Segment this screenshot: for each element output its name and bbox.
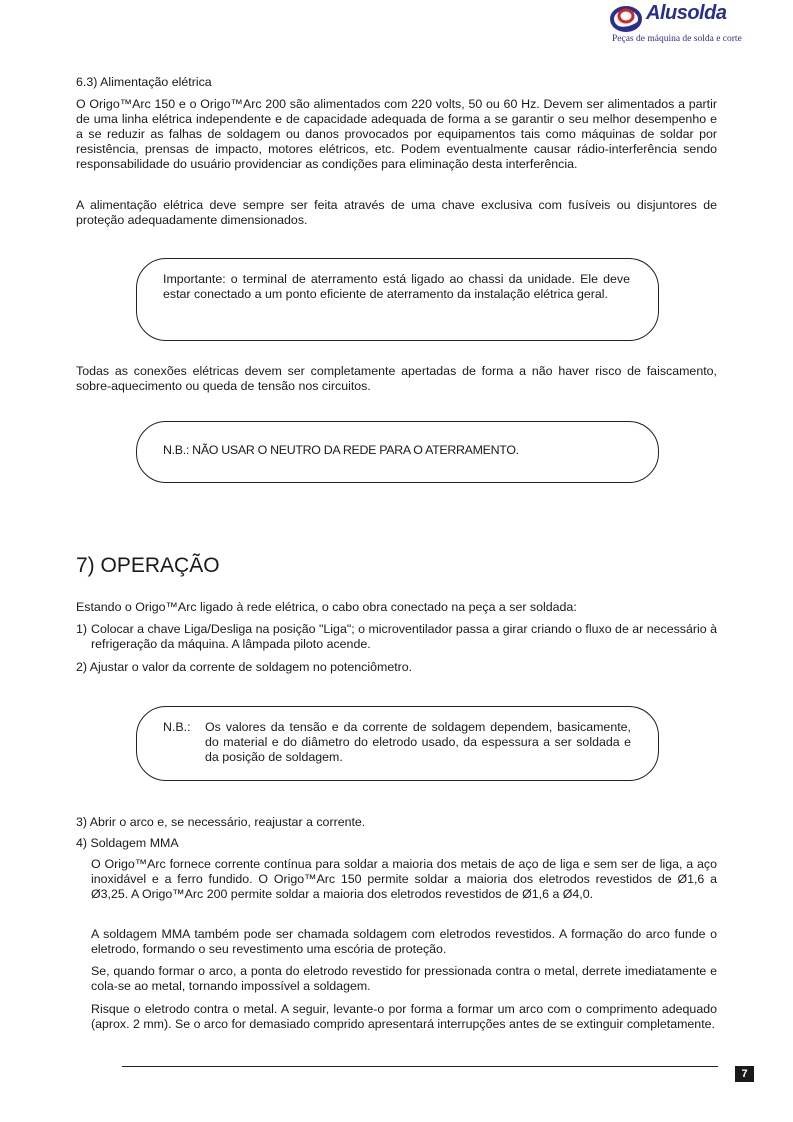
step-3: 3) Abrir o arco e, se necessário, reajustar a corrente.	[76, 815, 366, 829]
brand-logo	[610, 4, 770, 46]
neutral-warning-text: N.B.: NÃO USAR O NEUTRO DA REDE PARA O ATERRAMENTO.	[163, 443, 519, 457]
step-1-text: Colocar a chave Liga/Desliga na posição "Liga"; o microventilador passa a girar criando o fluxo de ar necessário à refrigeração da máquina. A lâmpada piloto acende.	[91, 622, 717, 651]
important-note-box	[136, 258, 659, 341]
step-4: 4) Soldagem MMA	[76, 836, 179, 850]
important-note-text: Importante: o terminal de aterramento está ligado ao chassi da unidade. Ele deve estar conectado a um ponto eficiente de aterramento da instalação elétrica geral.	[163, 272, 630, 301]
page-number: 7	[735, 1066, 754, 1082]
neutral-warning-box	[136, 421, 659, 483]
step-1-number: 1)	[76, 622, 88, 636]
footer-rule	[122, 1066, 718, 1067]
step-1	[76, 622, 717, 652]
welding-values-note-text: Os valores da tensão e da corrente de soldagem dependem, basicamente, do material e do diâmetro do eletrodo usado, da espessura a ser soldada e da posição de soldagem.	[205, 720, 631, 764]
mma-paragraph-1: O Origo™Arc fornece corrente contínua para soldar a maioria dos metais de aço de liga e sem ser de liga, a aço inoxidável e a ferro fundido. O Origo™Arc 150 permite soldar a maioria dos eletrodos revestidos de Ø1,6 a Ø3,25. A Origo™Arc 200 permite soldar a maioria dos eletrodos revestidos de Ø1,6 a Ø4,0.	[91, 857, 717, 901]
mma-paragraph-3: Se, quando formar o arco, a ponta do eletrodo revestido for pressionada contra o metal, derrete imediatamente e cola-se ao metal, tornando impossível a soldagem.	[91, 964, 717, 993]
logo-name: Alusolda	[646, 2, 727, 24]
welding-values-note-box	[136, 706, 659, 781]
step-2: 2) Ajustar o valor da corrente de soldagem no potenciômetro.	[76, 660, 413, 674]
alusolda-swoosh-icon	[610, 4, 646, 34]
section-7-intro: Estando o Origo™Arc ligado à rede elétrica, o cabo obra conectado na peça a ser soldada:	[76, 600, 577, 614]
section-63-heading: 6.3) Alimentação elétrica	[76, 75, 212, 89]
mma-paragraph-2: A soldagem MMA também pode ser chamada soldagem com eletrodos revestidos. A formação do arco funde o eletrodo, formando o seu revestimento uma escória de proteção.	[91, 927, 717, 956]
section-63-paragraph-3: Todas as conexões elétricas devem ser completamente apertadas de forma a não haver risco de faiscamento, sobre-aquecimento ou queda de tensão nos circuitos.	[76, 364, 717, 393]
mma-paragraph-4: Risque o eletrodo contra o metal. A seguir, levante-o por forma a formar um arco com o comprimento adequado (aprox. 2 mm). Se o arco for demasiado comprido apresentará interrupções antes de se extinguir completamente.	[91, 1002, 717, 1031]
welding-values-note-label: N.B.:	[163, 720, 191, 734]
section-63-paragraph-1: O Origo™Arc 150 e o Origo™Arc 200 são alimentados com 220 volts, 50 ou 60 Hz. Devem ser alimentados a partir de uma linha elétrica independente e de capacidade adequada de forma a se garantir o seu melhor desempenho e a se reduzir as falhas de soldagem ou danos provocados por equipamentos tais como máquinas de soldar por resistência, prensas de impacto, motores elétricos, etc. Podem eventualmente causar rádio-interferência sendo responsabilidade do usuário providenciar as condições para eliminação desta interferência.	[76, 97, 717, 171]
logo-tagline: Peças de máquina de solda e corte	[612, 34, 742, 44]
section-7-title: 7) OPERAÇÃO	[76, 554, 220, 577]
section-63-paragraph-2: A alimentação elétrica deve sempre ser feita através de uma chave exclusiva com fusíveis ou disjuntores de proteção adequadamente dimensionados.	[76, 198, 717, 227]
